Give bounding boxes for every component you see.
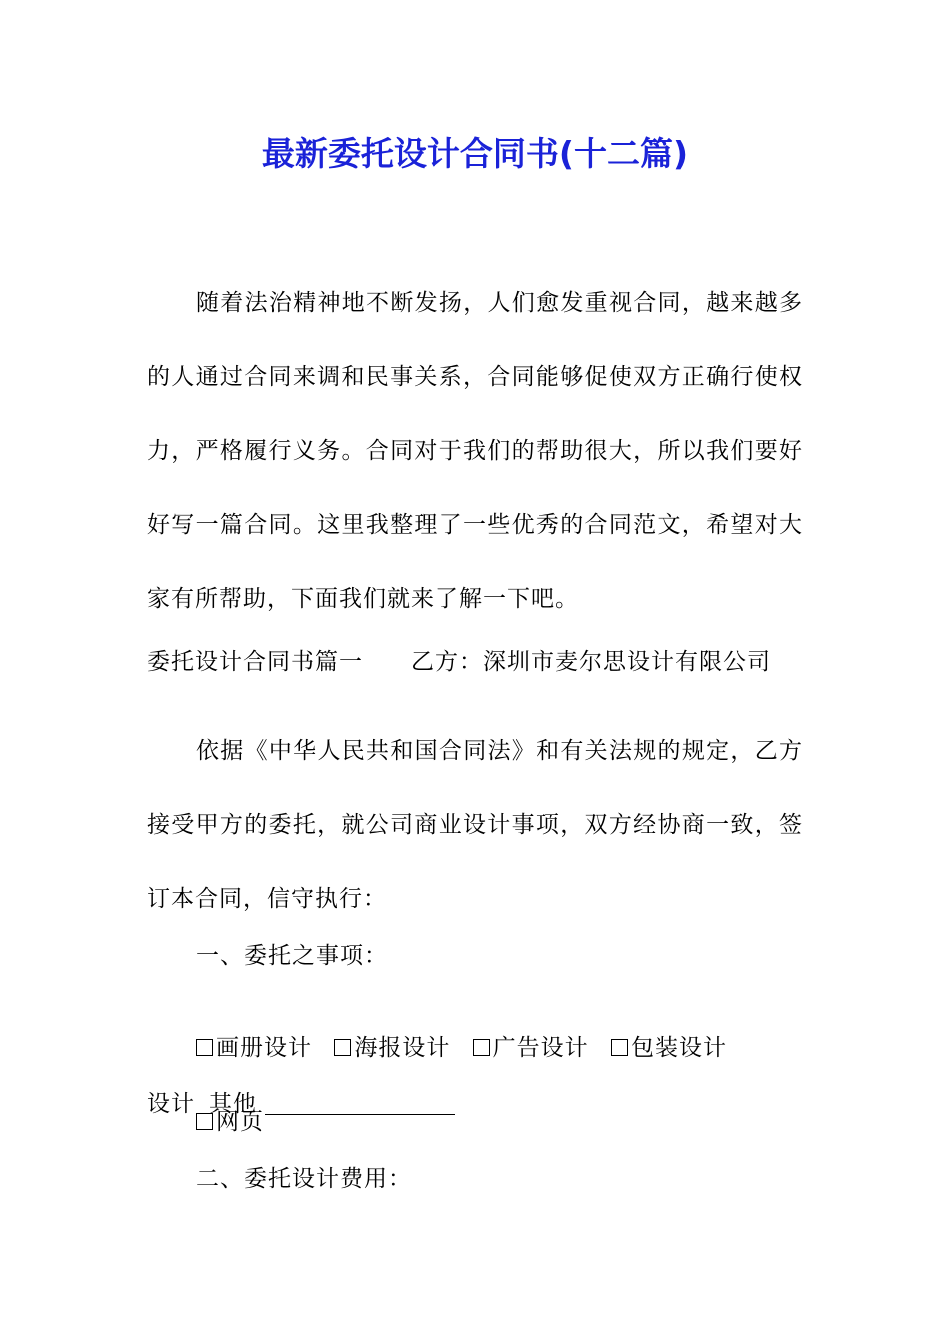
basis-paragraph: 依据《中华人民共和国合同法》和有关法规的规定，乙方接受甲方的委托，就公司商业设计事项，双方经协商一致，签订本合同，信守执行： [147, 738, 803, 912]
document-title: 最新委托设计合同书(十二篇) [261, 134, 689, 173]
checkbox-icon[interactable] [334, 1039, 351, 1056]
option-label-continued: 设计 [147, 1091, 195, 1117]
option-label: 海报设计 [354, 1035, 451, 1061]
option-poster[interactable] [334, 1011, 450, 1085]
option-label: 画册设计 [216, 1035, 312, 1061]
party-b-line: 乙方：深圳市麦尔思设计有限公司 [411, 649, 771, 675]
option-label: 广告设计 [492, 1035, 589, 1061]
option-packaging[interactable] [611, 1011, 727, 1085]
checkbox-icon[interactable] [196, 1039, 213, 1056]
option-label: 包装设计 [630, 1035, 727, 1061]
section-heading [147, 643, 803, 676]
section-label: 委托设计合同书篇一 [147, 649, 363, 675]
intro-paragraph: 随着法治精神地不断发扬，人们愈发重视合同，越来越多的人通过合同来调和民事关系，合同能够促使双方正确行使权力，严格履行义务。合同对于我们的帮助很大，所以我们要好好写一篇合同。这里我整理了一些优秀的合同范文，希望对大家有所帮助，下面我们就来了解一下吧。 [147, 290, 803, 612]
checkbox-icon[interactable] [473, 1039, 490, 1056]
option-label: 网页 [216, 1109, 264, 1135]
other-blank-field[interactable] [265, 1092, 455, 1115]
option-advertising[interactable] [473, 1011, 589, 1085]
item1-heading: 一、委托之事项： [196, 943, 388, 969]
options-row-continued [147, 1085, 803, 1118]
item2-heading: 二、委托设计费用： [196, 1166, 412, 1192]
checkbox-icon[interactable] [611, 1039, 628, 1056]
option-other-label: 其他 [209, 1091, 257, 1117]
option-brochure[interactable] [196, 1011, 312, 1085]
